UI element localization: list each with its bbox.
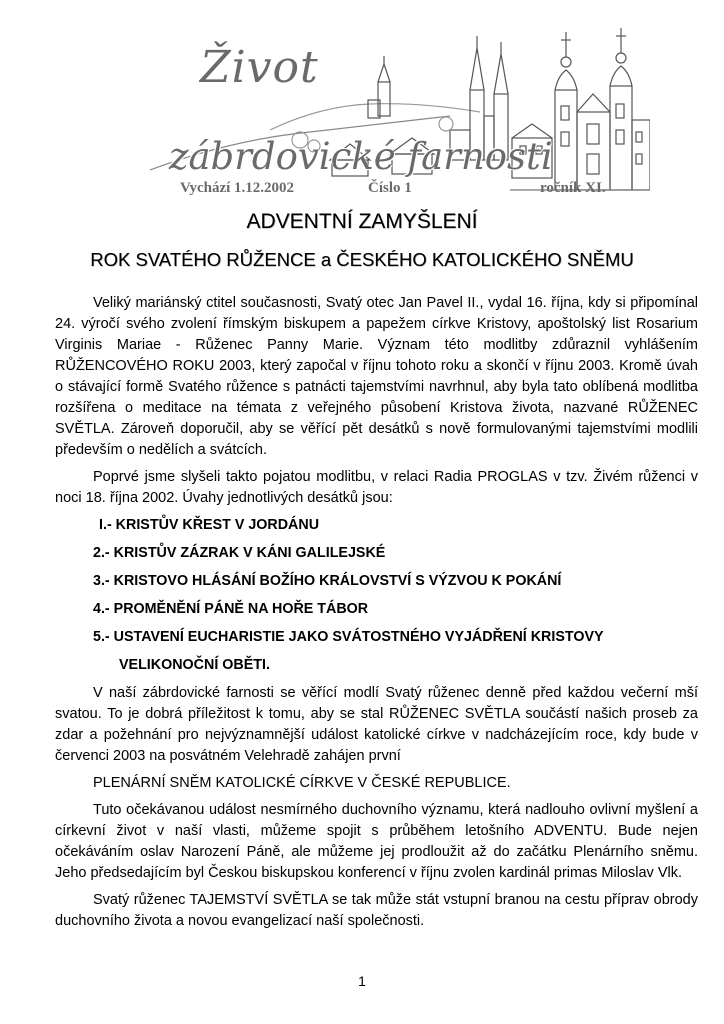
masthead-title-line1: Život — [200, 42, 319, 93]
list-item: I.- KRISTŮV KŘEST V JORDÁNU — [99, 517, 320, 533]
article-body — [55, 293, 698, 938]
masthead — [150, 20, 650, 200]
issue-number: Číslo 1 — [368, 180, 412, 196]
paragraph-3: V naší zábrdovické farnosti se věřící modlí Svatý růženec denně před každou večerní mší svatou. To je dobrá příležitost k tomu, aby se stal RŮŽENEC SVĚTLA součástí našich proseb za zdar a požehnání pro nejvýznamnější událost katolické církve v nadcházejícím roce, kdy bude v červenci 2003 na posvátném Velehradě zahájen první — [55, 685, 698, 764]
issue-date: Vychází 1.12.2002 — [180, 180, 295, 196]
paragraph-4: PLENÁRNÍ SNĚM KATOLICKÉ CÍRKVE V ČESKÉ REPUBLICE. — [93, 775, 511, 791]
list-item-continuation: VELIKONOČNÍ OBĚTI. — [119, 657, 270, 673]
paragraph-2: Poprvé jsme slyšeli takto pojatou modlitbu, v relaci Radia PROGLAS v tzv. Živém růženci v noci 18. října 2002. Úvahy jednotlivých desátků jsou: — [55, 469, 698, 506]
article-heading: ADVENTNÍ ZAMYŠLENÍ — [246, 210, 478, 233]
article-subheading: ROK SVATÉHO RŮŽENCE a ČESKÉHO KATOLICKÉHO SNĚMU — [90, 249, 634, 270]
mysteries-list — [55, 515, 698, 676]
paragraph-1: Veliký mariánský ctitel současnosti, Svatý otec Jan Pavel II., vydal 16. října, kdy si připomínal 24. výročí svého zvolení římským biskupem a papežem církve Kristovy, apoštolský list Rosarium Virginis Mariae - Růženec Panny Marie. Význam této modlitby zdůraznil vyhlášením RŮŽENCOVÉHO ROKU 2003, který započal v říjnu tohoto roku a skončí v říjnu 2003. Kromě úvah o stávající formě Svatého růžence s patnácti tajemstvími navrhnul, aby byla tato oblíbená modlitba rozšířena o meditace na témata z veřejného působení Kristova života, nazvané RŮŽENEC SVĚTLA. Zároveň doporučil, aby se věřící pět desátků s nově formulovanými tajemstvími modlili především o nedělích a svátcích. — [55, 295, 698, 458]
list-item: 5.- USTAVENÍ EUCHARISTIE JAKO SVÁTOSTNÉHO VYJÁDŘENÍ KRISTOVY — [93, 629, 604, 645]
masthead-title-line2: zábrdovické farnosti — [169, 135, 553, 178]
paragraph-5: Tuto očekávanou událost nesmírného duchovního významu, která nadlouho ovlivní myšlení a církevní život v naší vlasti, můžeme spojit s průběhem letošního ADVENTU. Bude nejen očekáváním oslav Narození Páně, ale můžeme jej prodloužit až do začátku Plenárního sněmu. Jeho předsedajícím byl Českou biskupskou konferencí v říjnu zvolen kardinál primas Miloslav Vlk. — [55, 802, 698, 881]
list-item: 2.- KRISTŮV ZÁZRAK V KÁNI GALILEJSKÉ — [93, 545, 386, 561]
page-number: 1 — [358, 973, 366, 989]
volume: ročník XI. — [540, 180, 606, 196]
list-item: 4.- PROMĚNĚNÍ PÁNĚ NA HOŘE TÁBOR — [93, 601, 369, 617]
list-item: 3.- KRISTOVO HLÁSÁNÍ BOŽÍHO KRÁLOVSTVÍ S VÝZVOU K POKÁNÍ — [93, 573, 562, 589]
paragraph-6: Svatý růženec TAJEMSTVÍ SVĚTLA se tak může stát vstupní branou na cestu příprav obrody duchovního života a novou evangelizací naší společnosti. — [55, 892, 698, 929]
